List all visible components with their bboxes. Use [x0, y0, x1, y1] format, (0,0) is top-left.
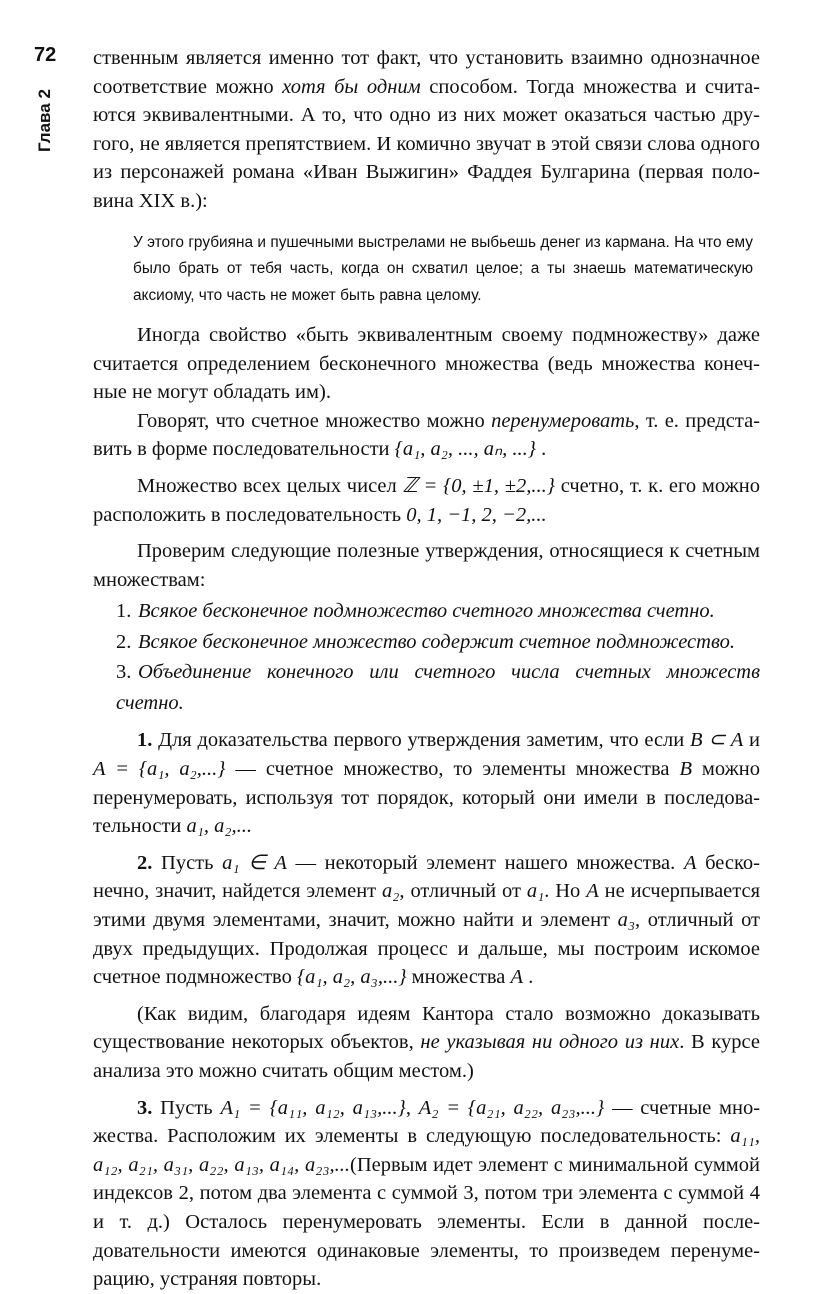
quotation: У этого грубияна и пушечными выстрелами не выбьешь денег из кармана. На что ему было брать от тебя часть, когда он схватил целое; а ты знаешь математическую аксиому, что часть не может быть равна целому.: [133, 233, 753, 304]
page-number: 72: [34, 44, 57, 66]
statements-list: [93, 596, 760, 718]
chapter-label: Глава 2: [35, 89, 54, 152]
list-item: 2. Всякое бесконечное множество содержит счетное подмножество.: [116, 630, 735, 653]
paragraph-integers: Множество всех целых чисел ℤ = {0, ±1, ±2,...} счетно, т. к. его можно расположить в последовательность 0, 1, −1, 2, −2,...: [93, 475, 761, 526]
paragraph-enumerate: Говорят, что счетное множество можно перенумеровать, т. е. представить в форме последовательности {a₁, a₂, ..., aₙ, ...} .: [93, 409, 760, 461]
proof-2: 2. Пусть a₁ ∈ A — некоторый элемент нашего множества. A бесконечно, значит, найдется элемент a₂, отличный от a₁. Но A не исчерпывается этими двумя элементами, значит, можно найти и элемент a₃, отличный от двух предыдущих. Продолжая процесс и дальше, мы построим искомое счетное подмножество {a₁, a₂, a₃,...} множества A .: [93, 851, 761, 989]
paragraph-definition: Иногда свойство «быть эквивалентным своему подмножеству» даже считается определением бесконечного множества (ведь множества конечные не могут обладать им).: [93, 324, 760, 404]
formula: {a₁, a₂, ..., aₙ, ...}: [394, 438, 536, 461]
list-item: 3. Объединение конечного или счетного числа счетных множеств счетно.: [116, 661, 760, 714]
list-item: 1. Всякое бесконечное подмножество счетного множества счетно.: [116, 600, 715, 623]
remark: (Как видим, благодаря идеям Кантора стало возможно доказывать существование некоторых объектов, не указывая ни одного из них. В курсе анализа это можно считать общим местом.): [93, 1002, 760, 1082]
emphasis: хотя бы одним: [282, 75, 421, 98]
emphasis: перенумеровать: [491, 409, 635, 432]
paragraph-intro: ственным является именно тот факт, что установить взаимно однозначное соответствие можно хотя бы одним способом. Тогда множества и считаются эквивалентными. А то, что одно из них может оказаться частью другого, не является препятствием. И комично звучат в этой связи слова одного из персонажей романа «Иван Выжигин» Фаддея Булгарина (первая половина XIX в.):: [93, 47, 760, 212]
emphasis: не указывая ни одного из них: [420, 1031, 680, 1054]
formula: ℤ = {0, ±1, ±2,...}: [402, 475, 555, 498]
paragraph-statements: Проверим следующие полезные утверждения, относящиеся к счетным множествам:: [93, 540, 760, 591]
formula: 0, 1, −1, 2, −2,...: [406, 503, 547, 526]
proof-3: 3. Пусть A₁ = {a₁₁, a₁₂, a₁₃,...}, A₂ = {a₂₁, a₂₂, a₂₃,...} — счетные множества. Расположим их элементы в следующую последовательность: a₁₁, a₁₂, a₂₁, a₃₁, a₂₂, a₁₃, a₁₄, a₂₃,...(Первым идет элемент с минимальной суммой индексов 2, потом два элемента с суммой 3, потом три элемента с суммой 4 и т. д.) Осталось перенумеровать элементы. Если в данной последовательности имеются одинаковые элементы, то произведем перенумерацию, устраняя повторы.: [93, 1096, 761, 1291]
proof-1: 1. Для доказательства первого утверждения заметим, что если B ⊂ A и A = {a₁, a₂,...} — счетное множество, то элементы множества B можно перенумеровать, используя тот порядок, который они имели в последовательности a₁, a₂,...: [93, 729, 760, 838]
page-body: [93, 44, 760, 1294]
